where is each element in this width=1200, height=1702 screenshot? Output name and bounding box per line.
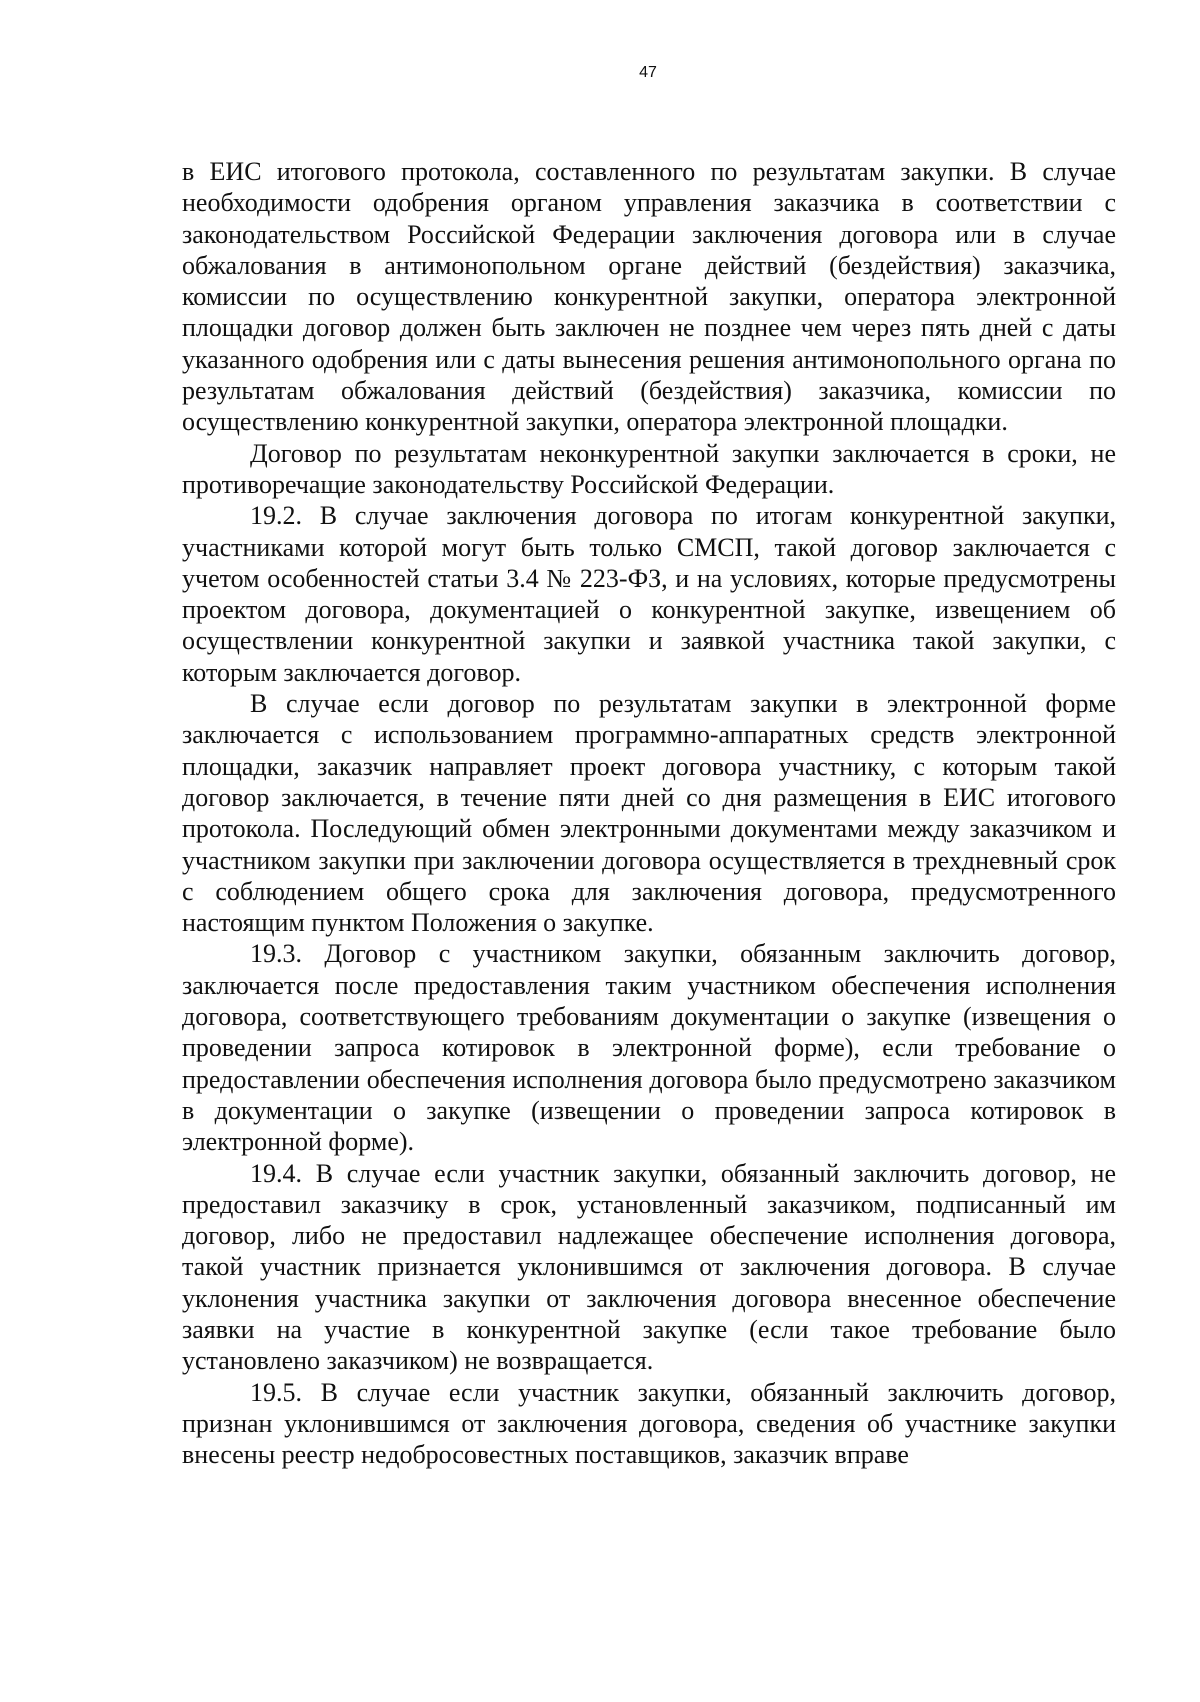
paragraph-nonconcurrent-contract: Договор по результатам неконкурентной закупки заключается в сроки, не противоречащие законодательству Российской Федерации.: [182, 438, 1116, 499]
paragraph-19-4: 19.4. В случае если участник закупки, обязанный заключить договор, не предоставил заказчику в срок, установленный заказчиком, подписанный им договор, либо не предоставил надлежащее обеспечение исполнения договора, такой участник признается уклонившимся от заключения договора. В случае уклонения участника закупки от заключения договора внесенное обеспечение заявки на участие в конкурентной закупке (если такое требование было установлено заказчиком) не возвращается.: [182, 1158, 1116, 1376]
document-body: [182, 156, 1116, 1470]
paragraph-electronic-form: В случае если договор по результатам закупки в электронной форме заключается с использованием программно-аппаратных средств электронной площадки, заказчик направляет проект договора участнику, с которым такой договор заключается, в течение пяти дней со дня размещения в ЕИС итогового протокола. Последующий обмен электронными документами между заказчиком и участником закупки при заключении договора осуществляется в трехдневный срок с соблюдением общего срока для заключения договора, предусмотренного настоящим пунктом Положения о закупке.: [182, 689, 1116, 938]
paragraph-continuation: в ЕИС итогового протокола, составленного по результатам закупки. В случае необходимости одобрения органом управления заказчика в соответствии с законодательством Российской Федерации заключения договора или в случае обжалования в антимонопольном органе действий (бездействия) заказчика, комиссии по осуществлению конкурентной закупки, оператора электронной площадки договор должен быть заключен не позднее чем через пять дней с даты указанного одобрения или с даты вынесения решения антимонопольного органа по результатам обжалования действий (бездействия) заказчика, комиссии по осуществлению конкурентной закупки, оператора электронной площадки.: [182, 157, 1116, 437]
page-number: 47: [639, 64, 657, 81]
paragraph-19-3: 19.3. Договор с участником закупки, обязанным заключить договор, заключается после предоставления таким участником обеспечения исполнения договора, соответствующего требованиям документации о закупке (извещения о проведении запроса котировок в электронной форме), если требование о предоставлении обеспечения исполнения договора было предусмотрено заказчиком в документации о закупке (извещении о проведении запроса котировок в электронной форме).: [182, 939, 1116, 1157]
paragraph-19-2: 19.2. В случае заключения договора по итогам конкурентной закупки, участниками которой могут быть только СМСП, такой договор заключается с учетом особенностей статьи 3.4 № 223-ФЗ, и на условиях, которые предусмотрены проектом договора, документацией о конкурентной закупке, извещением об осуществлении конкурентной закупки и заявкой участника такой закупки, с которым заключается договор.: [182, 501, 1116, 687]
paragraph-19-5: 19.5. В случае если участник закупки, обязанный заключить договор, признан уклонившимся от заключения договора, сведения об участнике закупки внесены реестр недобросовестных поставщиков, заказчик вправе: [182, 1377, 1116, 1470]
